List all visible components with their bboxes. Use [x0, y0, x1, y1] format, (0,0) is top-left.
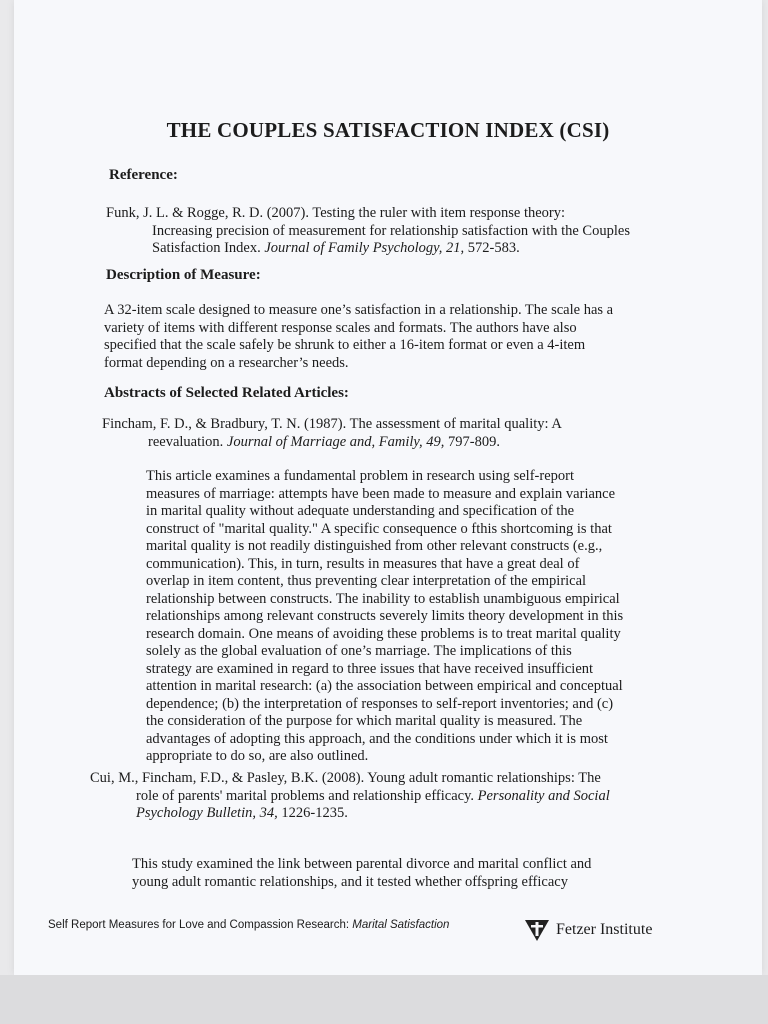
background-surface [0, 975, 768, 1024]
description-paragraph [104, 302, 744, 372]
brand-name: Fetzer Institute [556, 921, 653, 938]
article-2-line-3 [90, 805, 750, 823]
footer-series [48, 919, 449, 931]
reference-line-3-plain: Satisfaction Index. [152, 240, 261, 256]
article-1-line-1: Fincham, F. D., & Bradbury, T. N. (1987). The assessment of marital quality: A [102, 416, 562, 432]
description-heading: Description of Measure: [106, 267, 261, 283]
article-1-line-2-plain: reevaluation. [148, 433, 224, 450]
abstract-line: This article examines a fundamental problem in research using self-report [146, 468, 574, 484]
abstract-line: attention in marital research: (a) the association between empirical and conceptual [146, 678, 623, 694]
abstract-line: measures of marriage: attempts have been made to measure and explain variance [146, 485, 616, 502]
reference-citation [106, 205, 736, 258]
footer-series-italic: Marital Satisfaction [352, 919, 450, 931]
abstract-line: strategy are examined in regard to three issues that have received insufficient [146, 660, 594, 677]
abstract-line: construct of "marital quality." A specific consequence o fthis shortcoming is that [146, 520, 612, 537]
description-line: format depending on a researcher’s needs. [104, 354, 349, 371]
abstract-line: appropriate to do so, are also outlined. [146, 748, 369, 764]
article-2-pages: 1226-1235. [281, 805, 348, 821]
description-line: specified that the scale safely be shrunk to either a 16-item format or even a 4-item [104, 337, 586, 353]
abstracts-heading: Abstracts of Selected Related Articles: [104, 385, 349, 401]
abstract-line: young adult romantic relationships, and it tested whether offspring efficacy [132, 873, 568, 890]
abstract-line: dependence; (b) the interpretation of responses to self-report inventories; and (c) [146, 695, 614, 712]
abstract-line: research domain. One means of avoiding these problems is to treat marital quality [146, 625, 621, 642]
abstract-line: advantages of adopting this approach, and the conditions under which it is most [146, 730, 608, 747]
article-1-pages: 797-809. [448, 433, 501, 450]
footer-brand [524, 918, 652, 942]
fetzer-logo-icon [524, 918, 550, 942]
article-1-abstract [146, 468, 746, 766]
article-1-citation [102, 416, 742, 451]
abstract-line: solely as the global evaluation of one’s marriage. The implications of this [146, 643, 572, 659]
article-2-line-1: Cui, M., Fincham, F.D., & Pasley, B.K. (2008). Young adult romantic relationships: The [90, 770, 601, 786]
abstract-line: This study examined the link between parental divorce and marital conflict and [132, 856, 592, 872]
description-line: A 32-item scale designed to measure one’s satisfaction in a relationship. The scale has a [104, 302, 614, 318]
abstract-line: in marital quality without adequate understanding and specification of the [146, 503, 575, 519]
article-2-abstract [132, 856, 742, 891]
reference-line-2: Increasing precision of measurement for relationship satisfaction with the Couples [152, 222, 630, 239]
abstract-line: the consideration of the purpose for which marital quality is measured. The [146, 713, 583, 729]
reference-line-3 [106, 240, 736, 258]
article-2-journal: Personality and Social [477, 787, 610, 804]
abstract-line: overlap in item content, thus preventing clear interpretation of the empirical [146, 573, 587, 589]
article-2-line-2-plain: role of parents' marital problems and relationship efficacy. [136, 787, 475, 804]
page-title: THE COUPLES SATISFACTION INDEX (CSI) [166, 118, 610, 142]
reference-heading: Reference: [109, 167, 178, 183]
article-1-line-2 [102, 434, 742, 452]
article-1-journal: Journal of Marriage and, Family, 49, [226, 433, 445, 450]
abstract-line: communication). This, in turn, results in measures that have a great deal of [146, 555, 580, 572]
footer-series-plain: Self Report Measures for Love and Compassion Research: [48, 919, 350, 931]
abstract-line: relationships among relevant constructs severely limits theory development in this [146, 608, 624, 624]
reference-journal: Journal of Family Psychology, 21, [264, 240, 465, 256]
document-page [14, 0, 762, 975]
article-2-citation [90, 770, 750, 823]
abstract-line: relationship between constructs. The inability to establish unambiguous empirical [146, 590, 620, 607]
article-2-journal-cont: Psychology Bulletin, 34, [136, 805, 278, 821]
reference-line-1: Funk, J. L. & Rogge, R. D. (2007). Testing the ruler with item response theory: [106, 205, 566, 221]
reference-pages: 572-583. [467, 240, 520, 256]
description-line: variety of items with different response scales and formats. The authors have also [104, 319, 577, 336]
article-2-line-2 [90, 788, 750, 806]
abstract-line: marital quality is not readily distinguished from other relevant constructs (e.g., [146, 538, 603, 554]
